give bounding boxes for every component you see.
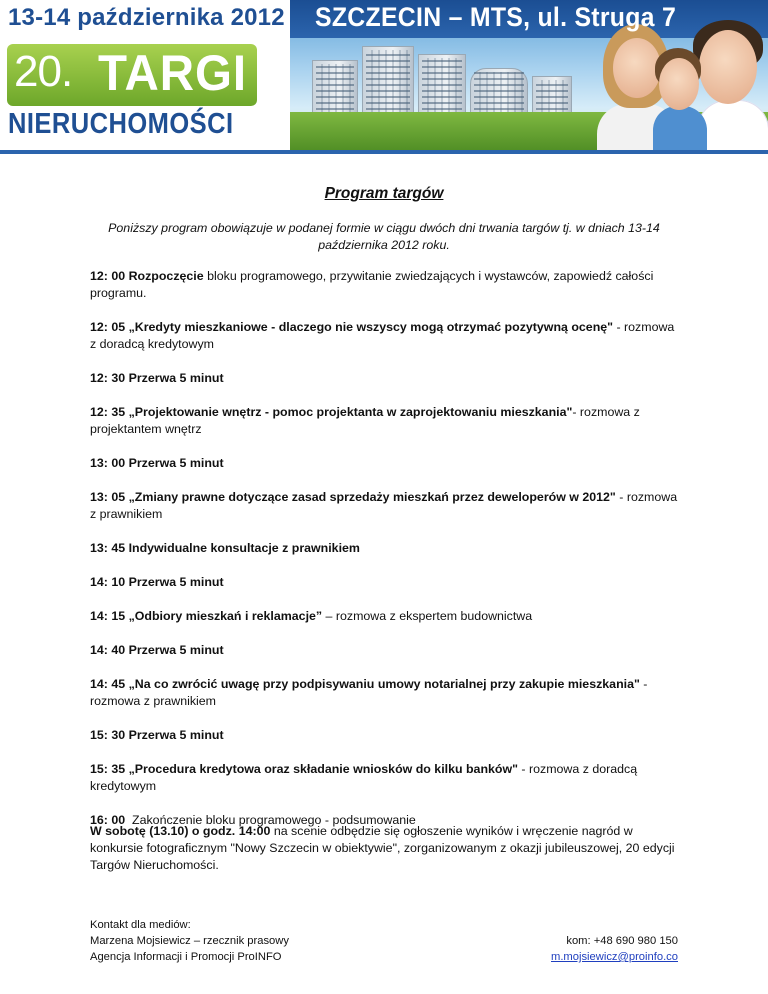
- nieruchomosci-logo-text: NIERUCHOMOŚCI: [8, 108, 234, 140]
- footer-contact: [90, 917, 289, 965]
- program-item: [90, 761, 678, 795]
- contact-phone: kom: +48 690 980 150: [566, 935, 678, 947]
- family-photo: [585, 20, 768, 154]
- program-item-text: bloku programowego, przywitanie zwiedzających i wystawców, zapowiedź całości programu.: [90, 269, 654, 300]
- event-date: 13-14 października 2012: [8, 4, 285, 31]
- program-item-time: 16: 00: [90, 813, 126, 827]
- program-item: [90, 370, 678, 387]
- program-item-time: 12: 05 „Kredyty mieszkaniowe - dlaczego nie wszyscy mogą otrzymać pozytywną ocenę": [90, 320, 614, 334]
- contact-agency: Agencja Informacji i Promocji ProINFO: [90, 951, 282, 963]
- program-item-time: 12: 30 Przerwa 5 minut: [90, 371, 224, 385]
- page-title: Program targów: [324, 185, 444, 202]
- program-item-text: – rozmowa z ekspertem budownictwa: [322, 609, 533, 623]
- program-list: [90, 268, 678, 846]
- program-item: [90, 268, 678, 302]
- program-item-text: - rozmowa z prawnikiem: [90, 677, 648, 708]
- program-item: [90, 455, 678, 472]
- intro-paragraph: Poniższy program obowiązuje w podanej formie w ciągu dwóch dni trwania targów tj. w dniach 13-14 października 2012 roku.: [108, 221, 660, 252]
- program-item-time: 14: 45 „Na co zwrócić uwagę przy podpisywaniu umowy notarialnej przy zakupie mieszkania": [90, 677, 640, 691]
- program-item: [90, 608, 678, 625]
- banner-divider: [0, 150, 768, 154]
- program-item: [90, 404, 678, 438]
- program-item: [90, 727, 678, 744]
- program-item-text: - rozmowa z doradcą kredytowym: [90, 320, 675, 351]
- header-banner: [0, 0, 768, 154]
- program-item-text: - rozmowa z prawnikiem: [90, 490, 678, 521]
- program-item-time: 12: 00 Rozpoczęcie: [90, 269, 204, 283]
- program-item: [90, 540, 678, 557]
- contact-label: Kontakt dla mediów:: [90, 919, 191, 931]
- edition-number: 20.: [14, 47, 73, 96]
- program-item: [90, 319, 678, 353]
- program-item-time: 13: 45 Indywidualne konsultacje z prawnikiem: [90, 541, 360, 555]
- program-item-time: 14: 15 „Odbiory mieszkań i reklamacje”: [90, 609, 323, 623]
- program-item-time: 14: 10 Przerwa 5 minut: [90, 575, 224, 589]
- program-item-text: - rozmowa z doradcą kredytowym: [90, 762, 638, 793]
- contact-person: Marzena Mojsiewicz – rzecznik prasowy: [90, 935, 289, 947]
- program-item-time: 13: 05 „Zmiany prawne dotyczące zasad sprzedaży mieszkań przez deweloperów w 2012": [90, 490, 616, 504]
- program-item-time: 15: 35 „Procedura kredytowa oraz składanie wniosków do kilku banków": [90, 762, 518, 776]
- event-location: SZCZECIN – MTS, ul. Struga 7: [315, 2, 677, 32]
- targi-logo-text: TARGI: [98, 45, 248, 101]
- program-item-text: - rozmowa z projektantem wnętrz: [90, 405, 640, 436]
- saturday-text: na scenie odbędzie się ogłoszenie wyników i wręczenie nagród w konkursie fotograficznym "Nowy Szczecin w obiektywie", zorganizowanym z okazji jubileuszowej, 20 edycji Targów Nieruchomości.: [90, 824, 675, 872]
- footer-contact-details: [551, 933, 678, 965]
- program-item: [90, 489, 678, 523]
- program-item-text: Zakończenie bloku programowego - podsumowanie: [125, 813, 416, 827]
- saturday-announcement: [90, 823, 678, 874]
- program-item-time: 14: 40 Przerwa 5 minut: [90, 643, 224, 657]
- program-item: [90, 676, 678, 710]
- program-item: [90, 642, 678, 659]
- program-item: [90, 574, 678, 591]
- contact-email-link[interactable]: m.mojsiewicz@proinfo.co: [551, 951, 678, 963]
- saturday-date: W sobotę (13.10) o godz. 14:00: [90, 824, 271, 838]
- program-item-time: 15: 30 Przerwa 5 minut: [90, 728, 224, 742]
- program-item-time: 13: 00 Przerwa 5 minut: [90, 456, 224, 470]
- program-item-time: 12: 35 „Projektowanie wnętrz - pomoc projektanta w zaprojektowaniu mieszkania": [90, 405, 573, 419]
